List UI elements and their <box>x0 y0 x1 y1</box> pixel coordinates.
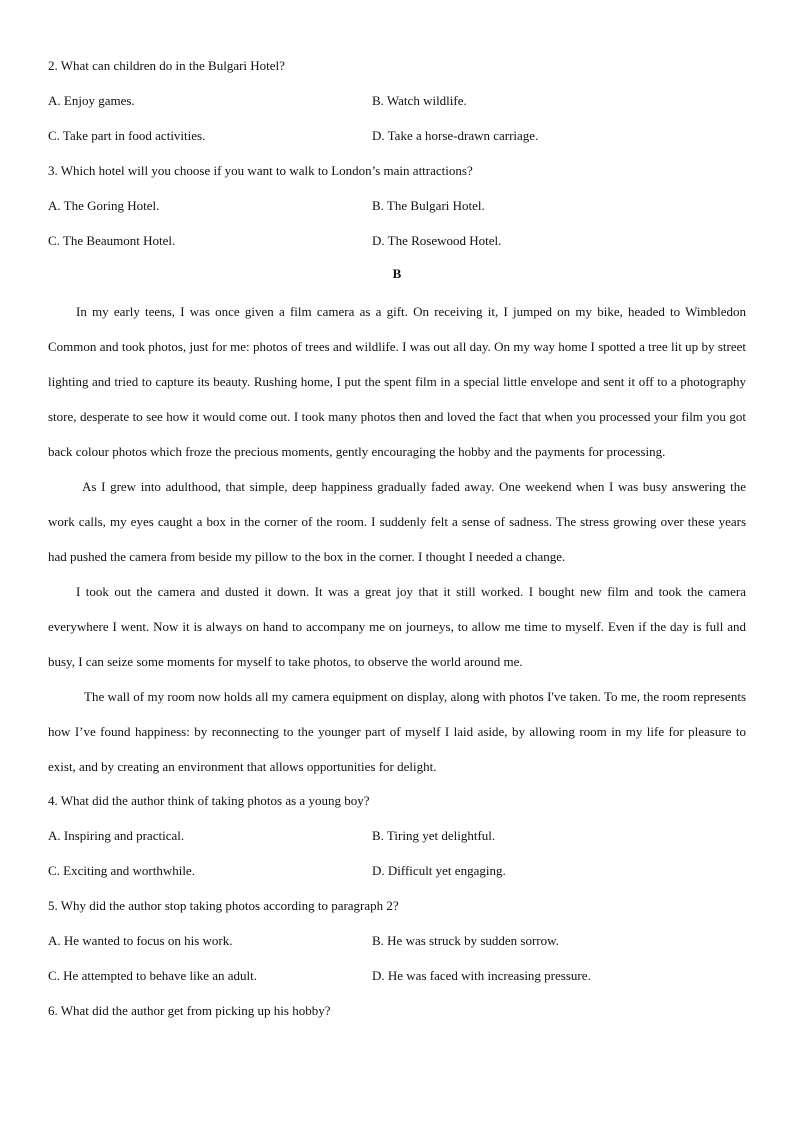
question-4-options-row-2 <box>48 861 746 896</box>
option-c: C. Exciting and worthwhile. <box>48 863 195 878</box>
option-a: A. Inspiring and practical. <box>48 828 185 843</box>
question-2-options-row-1 <box>48 91 746 126</box>
question-2-options-row-2 <box>48 126 746 161</box>
question-4-options-row-1 <box>48 826 746 861</box>
option-b: B. Tiring yet delightful. <box>372 828 496 843</box>
question-3-options-row-2 <box>48 231 746 266</box>
question-5: 5. Why did the author stop taking photos according to paragraph 2? <box>48 898 399 913</box>
question-3: 3. Which hotel will you choose if you want to walk to London’s main attractions? <box>48 163 473 178</box>
section-b-heading: B <box>392 266 402 281</box>
option-b: B. The Bulgari Hotel. <box>372 198 485 213</box>
passage-paragraph-4: The wall of my room now holds all my camera equipment on display, along with photos I've taken. To me, the room represents how I’ve found happiness: by reconnecting to the younger part of myself I laid aside, by allowing room in my life for pleasure to exist, and by creating an environment that allows opportunities for delight. <box>48 689 746 774</box>
option-c: C. Take part in food activities. <box>48 128 206 143</box>
option-d: D. He was faced with increasing pressure. <box>372 968 591 983</box>
question-5-options-row-2 <box>48 966 746 1001</box>
question-6: 6. What did the author get from picking up his hobby? <box>48 1003 331 1018</box>
option-d: D. Difficult yet engaging. <box>372 863 506 878</box>
option-d: D. The Rosewood Hotel. <box>372 233 502 248</box>
option-a: A. The Goring Hotel. <box>48 198 160 213</box>
question-2: 2. What can children do in the Bulgari Hotel? <box>48 58 285 73</box>
option-c: C. The Beaumont Hotel. <box>48 233 176 248</box>
option-b: B. He was struck by sudden sorrow. <box>372 933 559 948</box>
question-3-options-row-1 <box>48 196 746 231</box>
option-c: C. He attempted to behave like an adult. <box>48 968 258 983</box>
passage-paragraph-3: I took out the camera and dusted it down. It was a great joy that it still worked. I bought new film and took the camera everywhere I went. Now it is always on hand to accompany me on journeys, to allow me time to myself. Even if the day is full and busy, I can seize some moments for myself to take photos, to observe the world around me. <box>48 584 746 669</box>
option-a: A. Enjoy games. <box>48 93 135 108</box>
passage-paragraph-2: As I grew into adulthood, that simple, deep happiness gradually faded away. One weekend when I was busy answering the work calls, my eyes caught a box in the corner of the room. I suddenly felt a sense of sadness. The stress growing over these years had pushed the camera from beside my pillow to the box in the corner. I thought I needed a change. <box>48 479 746 564</box>
option-d: D. Take a horse-drawn carriage. <box>372 128 539 143</box>
exam-page <box>48 56 746 1036</box>
option-b: B. Watch wildlife. <box>372 93 467 108</box>
option-a: A. He wanted to focus on his work. <box>48 933 233 948</box>
passage-paragraph-1: In my early teens, I was once given a film camera as a gift. On receiving it, I jumped on my bike, headed to Wimbledon Common and took photos, just for me: photos of trees and wildlife. I was out all day. On my way home I spotted a tree lit up by street lighting and tried to capture its beauty. Rushing home, I put the spent film in a special little envelope and sent it off to a photography store, desperate to see how it would come out. I took many photos then and loved the fact that when you processed your film you got back colour photos which froze the precious moments, gently encouraging the hobby and the payments for processing. <box>48 304 746 459</box>
question-5-options-row-1 <box>48 931 746 966</box>
question-4: 4. What did the author think of taking photos as a young boy? <box>48 793 370 808</box>
